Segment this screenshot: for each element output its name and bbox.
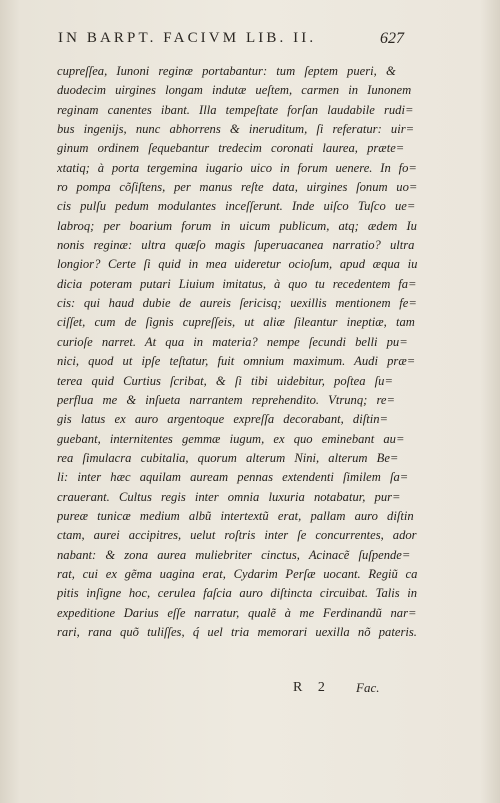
running-title: IN BARPT. FACIVM LIB. II.	[58, 30, 317, 46]
text-line: ro pompa cõſiſtens, per manus reſte data, uirgines ſonum uo=	[57, 180, 417, 195]
text-line: ginum ordinem ſequebantur tredecim coronati laurea, præte=	[57, 141, 405, 156]
text-line: cupreſſea, Iunoni reginæ portabantur: tum ſeptem pueri, &	[57, 64, 396, 78]
text-line: cis pulſu pedum modulantes inceſſerunt. Inde uiſco Tuſco ue=	[57, 199, 416, 214]
text-line: perflua me & inſueta narrantem reprehendito. Vtrunq; re=	[57, 392, 396, 407]
body-text	[57, 62, 417, 642]
text-line: nonis reginæ: ultra quæſo magis ſuperuacanea narratio? ultra	[57, 238, 415, 253]
text-line: terea quid Curtius ſcribat, & ſi tibi uidebitur, poſtea ſu=	[57, 373, 393, 388]
text-line: rat, cui ex gẽma uagina erat, Cydarim Perſæ uocant. Regiũ ca	[57, 566, 417, 581]
text-line: ctam, aurei accipitres, uelut roſtris inter ſe concurrentes, ador	[57, 528, 417, 543]
text-line: ciſſet, cum de ſignis cupreſſeis, ut aliæ ſileantur ineptiæ, tam	[57, 315, 415, 330]
text-line: guebant, internitentes gemmæ iugum, ex quo eminebant au=	[57, 431, 405, 446]
text-line: rea ſimulacra cubitalia, quorum alterum Nini, alterum Be=	[57, 450, 399, 465]
text-line: crauerant. Cultus regis inter omnia luxuria notabatur, pur=	[57, 489, 401, 504]
text-line: rari, rana quõ tuliſſes, q́ uel tria memorari uexilla nõ pateris.	[57, 624, 417, 639]
text-line: pureæ tunicæ medium albũ intertextũ erat, pallam auro diſtin	[57, 508, 414, 523]
text-line: reginam canentes ibant. Illa tempeſtate forſan laudabile rudi=	[57, 102, 414, 117]
text-line: curioſe narret. At qua in materia? nempe ſecundi belli pu=	[57, 334, 408, 349]
text-line: xtatiq; à porta tergemina iugario uico in forum uenere. In fo=	[57, 160, 417, 175]
text-line: expeditione Darius eſſe narratur, qualẽ à me Ferdinandũ nar=	[57, 605, 417, 620]
text-line: nabant: & zona aurea muliebriter cinctus, Acinacẽ ſuſpende=	[57, 547, 411, 562]
text-line: longior? Certe ſi quid in mea uideretur ocioſum, apud æqua iu	[57, 257, 417, 272]
text-line: bus ingenijs, nunc abhorrens & ineruditum, ſi referatur: uir=	[57, 122, 415, 137]
text-line: gis latus ex auro argentoque expreſſa decorabant, diſtin=	[57, 412, 389, 427]
signature-mark: R 2	[293, 680, 331, 695]
catchword: Fac.	[356, 680, 380, 695]
text-line: pitis inſigne hoc, cerulea faſcia auro diſtincta circuibat. Talis in	[57, 586, 417, 601]
text-line: cis: qui haud dubie de aureis ſericisq; uexillis mentionem fe=	[57, 296, 417, 311]
text-line: li: inter hæc aquilam auream pennas extendenti ſimilem ſa=	[57, 470, 409, 485]
text-line: dicia poteram putari Liuium imitatus, à quo tu recedentem fa=	[57, 276, 417, 291]
text-line: labroq; per boarium forum in uicum publicum, atq; ædem Iu	[57, 218, 417, 233]
page-number: 627	[380, 30, 404, 47]
text-line: nici, quod ut ipſe teſtatur, fuit omnium maximum. Audi præ=	[57, 354, 416, 369]
text-line: duodecim uirgines longam indutæ ueſtem, carmen in Iunonem	[57, 83, 412, 98]
